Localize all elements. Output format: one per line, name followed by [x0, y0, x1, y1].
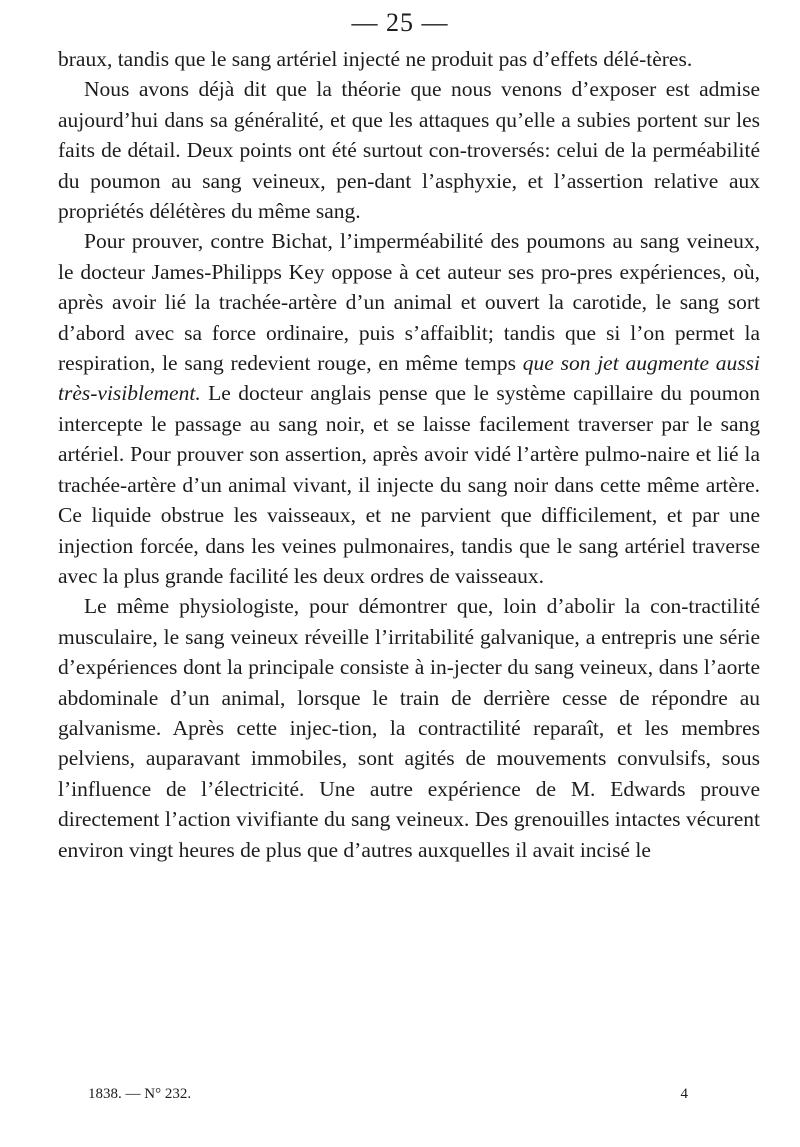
paragraph-3-before: Pour prouver, contre Bichat, l’imperméabilité des poumons au sang veineux, le docteur James-Philipps Key oppose à cet auteur ses pro-pres expériences, où, après avoir lié la trachée-artère d’un animal et ouvert la carotide, le sang sort d’abord avec sa force ordinaire, puis s’affaiblit; tandis que si l’on permet la respiration, le sang redevient rouge, en même temps [58, 229, 760, 376]
page-number: — 25 — [351, 8, 449, 37]
page-footer [88, 1086, 688, 1103]
footer-signature: 1838. — N° 232. [88, 1086, 192, 1102]
paragraph-1: braux, tandis que le sang artériel injecté ne produit pas d’effets délé-tères. [58, 47, 693, 71]
body-text [58, 44, 760, 865]
footer-sheet-number: 4 [680, 1086, 688, 1102]
paragraph-3-italic: que son jet augmente aussi très-visiblement. [58, 351, 760, 406]
paragraph-3-after: Le docteur anglais pense que le système capillaire du poumon intercepte le passage au sang noir, et se laisse facilement traverser par le sang artériel. Pour prouver son assertion, après avoir vidé l’artère pulmo-naire et lié la trachée-artère d’un animal vivant, il injecte du sang noir dans cette même artère. Ce liquide obstrue les vaisseaux, et ne parvient que difficilement, et par une injection forcée, dans les veines pulmonaires, tandis que le sang artériel traverse avec la plus grande facilité les deux ordres de vaisseaux. [58, 381, 760, 588]
paragraph-4: Le même physiologiste, pour démontrer que, loin d’abolir la con-tractilité musculaire, le sang veineux réveille l’irritabilité galvanique, a entrepris une série d’expériences dont la principale consiste à in-jecter du sang veineux, dans l’aorte abdominale d’un animal, lorsque le train de derrière cesse de répondre au galvanisme. Après cette injec-tion, la contractilité reparaît, et les membres pelviens, auparavant immobiles, sont agités de mouvements convulsifs, sous l’influence de l’électricité. Une autre expérience de M. Edwards prouve directement l’action vivifiante du sang veineux. Des grenouilles intactes vécurent environ vingt heures de plus que d’autres auxquelles il avait incisé le [58, 594, 760, 862]
paragraph-2: Nous avons déjà dit que la théorie que nous venons d’exposer est admise aujourd’hui dans sa généralité, et que les attaques qu’elle a subies portent sur les faits de détail. Deux points ont été surtout con-troversés: celui de la perméabilité du poumon au sang veineux, pen-dant l’asphyxie, et l’assertion relative aux propriétés délétères du même sang. [58, 77, 760, 224]
paragraph-3 [58, 226, 760, 591]
